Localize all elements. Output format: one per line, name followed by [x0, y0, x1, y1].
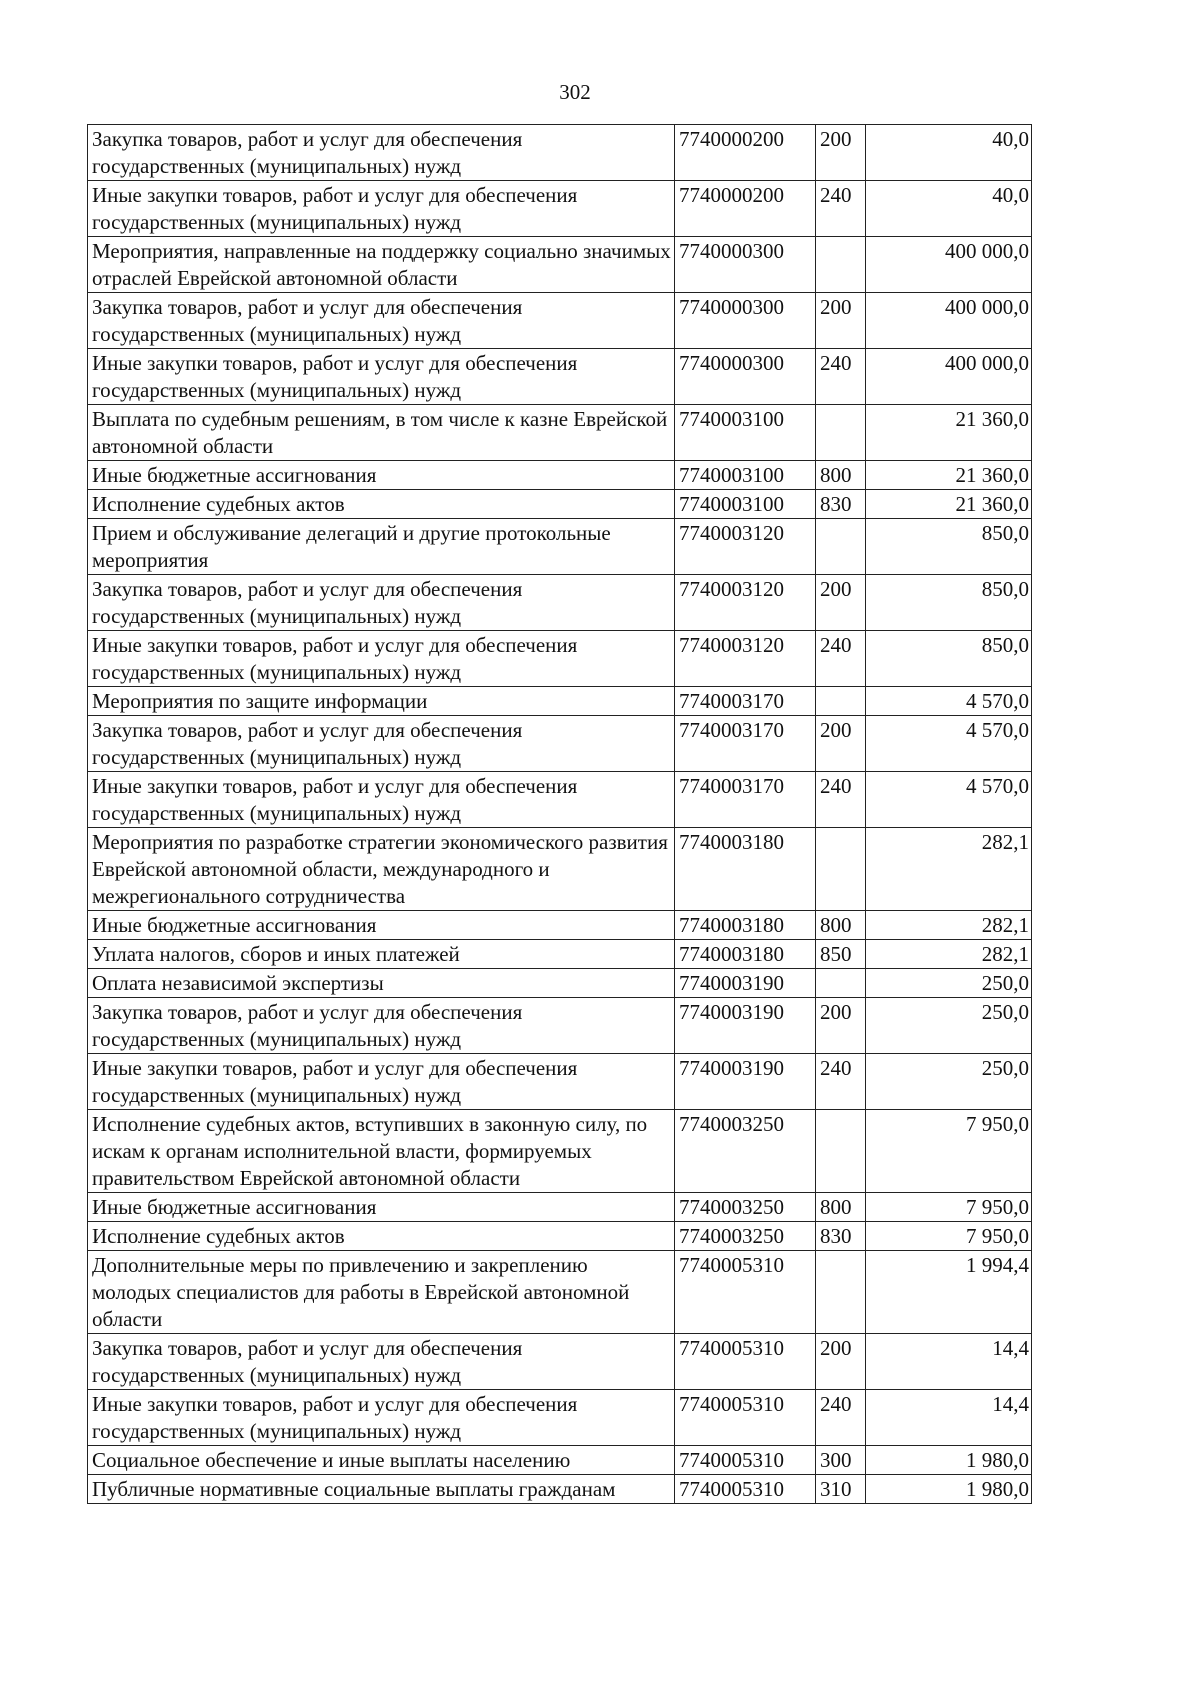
table-row	[88, 125, 1032, 181]
table-row	[88, 349, 1032, 405]
row-code-cell: 7740005310	[675, 1334, 816, 1390]
table-row	[88, 940, 1032, 969]
row-expense-type-cell: 800	[816, 911, 866, 940]
row-expense-type-cell: 240	[816, 631, 866, 687]
row-expense-type-cell: 240	[816, 181, 866, 237]
row-code-cell: 7740003120	[675, 631, 816, 687]
row-code-cell: 7740003180	[675, 911, 816, 940]
row-amount-cell: 7 950,0	[866, 1222, 1032, 1251]
row-expense-type-cell: 800	[816, 461, 866, 490]
row-amount-cell: 21 360,0	[866, 461, 1032, 490]
row-expense-type-cell: 830	[816, 1222, 866, 1251]
row-amount-cell: 40,0	[866, 125, 1032, 181]
row-expense-type-cell: 240	[816, 1390, 866, 1446]
row-name-cell: Прием и обслуживание делегаций и другие протокольные мероприятия	[88, 519, 675, 575]
row-expense-type-cell: 240	[816, 349, 866, 405]
row-amount-cell: 250,0	[866, 969, 1032, 998]
table-row	[88, 772, 1032, 828]
row-name-cell: Дополнительные меры по привлечению и закреплению молодых специалистов для работы в Еврейской автономной области	[88, 1251, 675, 1334]
row-name-cell: Иные закупки товаров, работ и услуг для обеспечения государственных (муниципальных) нужд	[88, 772, 675, 828]
table-row	[88, 461, 1032, 490]
row-amount-cell: 250,0	[866, 998, 1032, 1054]
row-amount-cell: 40,0	[866, 181, 1032, 237]
row-amount-cell: 21 360,0	[866, 490, 1032, 519]
row-name-cell: Закупка товаров, работ и услуг для обеспечения государственных (муниципальных) нужд	[88, 293, 675, 349]
row-expense-type-cell: 200	[816, 125, 866, 181]
row-code-cell: 7740003100	[675, 461, 816, 490]
row-expense-type-cell	[816, 687, 866, 716]
table-row	[88, 1390, 1032, 1446]
table-row	[88, 911, 1032, 940]
row-amount-cell: 400 000,0	[866, 349, 1032, 405]
table-row	[88, 631, 1032, 687]
row-name-cell: Иные закупки товаров, работ и услуг для обеспечения государственных (муниципальных) нужд	[88, 349, 675, 405]
row-code-cell: 7740003250	[675, 1193, 816, 1222]
table-row	[88, 1193, 1032, 1222]
table-row	[88, 1334, 1032, 1390]
row-expense-type-cell: 200	[816, 716, 866, 772]
row-code-cell: 7740003100	[675, 490, 816, 519]
row-expense-type-cell	[816, 519, 866, 575]
row-name-cell: Мероприятия по защите информации	[88, 687, 675, 716]
row-expense-type-cell	[816, 237, 866, 293]
row-amount-cell: 400 000,0	[866, 237, 1032, 293]
row-name-cell: Иные закупки товаров, работ и услуг для обеспечения государственных (муниципальных) нужд	[88, 1054, 675, 1110]
row-amount-cell: 250,0	[866, 1054, 1032, 1110]
row-amount-cell: 7 950,0	[866, 1110, 1032, 1193]
row-name-cell: Иные закупки товаров, работ и услуг для обеспечения государственных (муниципальных) нужд	[88, 1390, 675, 1446]
table-row	[88, 998, 1032, 1054]
row-amount-cell: 850,0	[866, 519, 1032, 575]
row-amount-cell: 21 360,0	[866, 405, 1032, 461]
row-name-cell: Закупка товаров, работ и услуг для обеспечения государственных (муниципальных) нужд	[88, 998, 675, 1054]
row-expense-type-cell	[816, 828, 866, 911]
table-row	[88, 716, 1032, 772]
row-code-cell: 7740003180	[675, 940, 816, 969]
row-expense-type-cell	[816, 969, 866, 998]
table-row	[88, 519, 1032, 575]
row-code-cell: 7740003250	[675, 1110, 816, 1193]
row-code-cell: 7740003250	[675, 1222, 816, 1251]
row-code-cell: 7740000300	[675, 293, 816, 349]
row-code-cell: 7740005310	[675, 1475, 816, 1504]
row-expense-type-cell: 200	[816, 998, 866, 1054]
row-name-cell: Закупка товаров, работ и услуг для обеспечения государственных (муниципальных) нужд	[88, 716, 675, 772]
row-code-cell: 7740005310	[675, 1446, 816, 1475]
row-amount-cell: 14,4	[866, 1390, 1032, 1446]
table-row	[88, 969, 1032, 998]
row-name-cell: Исполнение судебных актов	[88, 1222, 675, 1251]
table-row	[88, 1054, 1032, 1110]
table-row	[88, 1110, 1032, 1193]
row-expense-type-cell	[816, 1251, 866, 1334]
row-amount-cell: 850,0	[866, 631, 1032, 687]
table-row	[88, 687, 1032, 716]
row-expense-type-cell	[816, 1110, 866, 1193]
row-expense-type-cell	[816, 405, 866, 461]
row-amount-cell: 1 980,0	[866, 1446, 1032, 1475]
row-amount-cell: 282,1	[866, 940, 1032, 969]
row-code-cell: 7740003170	[675, 772, 816, 828]
row-amount-cell: 4 570,0	[866, 716, 1032, 772]
table-row	[88, 575, 1032, 631]
row-name-cell: Закупка товаров, работ и услуг для обеспечения государственных (муниципальных) нужд	[88, 575, 675, 631]
row-code-cell: 7740000200	[675, 181, 816, 237]
row-expense-type-cell: 200	[816, 575, 866, 631]
row-code-cell: 7740003120	[675, 575, 816, 631]
row-expense-type-cell: 800	[816, 1193, 866, 1222]
row-name-cell: Мероприятия, направленные на поддержку социально значимых отраслей Еврейской автономной области	[88, 237, 675, 293]
row-name-cell: Иные закупки товаров, работ и услуг для обеспечения государственных (муниципальных) нужд	[88, 181, 675, 237]
row-amount-cell: 7 950,0	[866, 1193, 1032, 1222]
table-row	[88, 490, 1032, 519]
row-amount-cell: 400 000,0	[866, 293, 1032, 349]
row-name-cell: Мероприятия по разработке стратегии экономического развития Еврейской автономной области, международного и межрегионального сотрудничества	[88, 828, 675, 911]
row-expense-type-cell: 300	[816, 1446, 866, 1475]
row-expense-type-cell: 200	[816, 1334, 866, 1390]
row-code-cell: 7740003190	[675, 998, 816, 1054]
row-name-cell: Закупка товаров, работ и услуг для обеспечения государственных (муниципальных) нужд	[88, 1334, 675, 1390]
row-code-cell: 7740003100	[675, 405, 816, 461]
row-code-cell: 7740000300	[675, 349, 816, 405]
row-name-cell: Иные закупки товаров, работ и услуг для обеспечения государственных (муниципальных) нужд	[88, 631, 675, 687]
row-code-cell: 7740005310	[675, 1251, 816, 1334]
row-amount-cell: 4 570,0	[866, 772, 1032, 828]
table-row	[88, 1475, 1032, 1504]
row-amount-cell: 1 994,4	[866, 1251, 1032, 1334]
budget-table	[87, 124, 1032, 1504]
row-expense-type-cell: 200	[816, 293, 866, 349]
row-name-cell: Иные бюджетные ассигнования	[88, 911, 675, 940]
row-amount-cell: 850,0	[866, 575, 1032, 631]
budget-table-body	[88, 125, 1032, 1504]
row-code-cell: 7740003180	[675, 828, 816, 911]
row-expense-type-cell: 240	[816, 772, 866, 828]
row-name-cell: Иные бюджетные ассигнования	[88, 1193, 675, 1222]
row-amount-cell: 282,1	[866, 828, 1032, 911]
table-row	[88, 1251, 1032, 1334]
row-name-cell: Закупка товаров, работ и услуг для обеспечения государственных (муниципальных) нужд	[88, 125, 675, 181]
table-row	[88, 181, 1032, 237]
row-code-cell: 7740003190	[675, 1054, 816, 1110]
row-code-cell: 7740005310	[675, 1390, 816, 1446]
row-name-cell: Исполнение судебных актов, вступивших в законную силу, по искам к органам исполнительной власти, формируемых правительством Еврейской автономной области	[88, 1110, 675, 1193]
row-amount-cell: 4 570,0	[866, 687, 1032, 716]
row-code-cell: 7740000300	[675, 237, 816, 293]
row-expense-type-cell: 240	[816, 1054, 866, 1110]
row-amount-cell: 14,4	[866, 1334, 1032, 1390]
table-row	[88, 237, 1032, 293]
row-code-cell: 7740003170	[675, 687, 816, 716]
row-code-cell: 7740000200	[675, 125, 816, 181]
row-code-cell: 7740003120	[675, 519, 816, 575]
row-code-cell: 7740003170	[675, 716, 816, 772]
row-expense-type-cell: 830	[816, 490, 866, 519]
table-row	[88, 293, 1032, 349]
table-row	[88, 405, 1032, 461]
row-expense-type-cell: 310	[816, 1475, 866, 1504]
row-code-cell: 7740003190	[675, 969, 816, 998]
row-amount-cell: 282,1	[866, 911, 1032, 940]
row-name-cell: Исполнение судебных актов	[88, 490, 675, 519]
table-row	[88, 828, 1032, 911]
row-name-cell: Уплата налогов, сборов и иных платежей	[88, 940, 675, 969]
row-name-cell: Публичные нормативные социальные выплаты гражданам	[88, 1475, 675, 1504]
row-expense-type-cell: 850	[816, 940, 866, 969]
row-name-cell: Социальное обеспечение и иные выплаты населению	[88, 1446, 675, 1475]
table-row	[88, 1222, 1032, 1251]
page-number: 302	[559, 80, 591, 104]
row-name-cell: Оплата независимой экспертизы	[88, 969, 675, 998]
row-amount-cell: 1 980,0	[866, 1475, 1032, 1504]
row-name-cell: Выплата по судебным решениям, в том числе к казне Еврейской автономной области	[88, 405, 675, 461]
row-name-cell: Иные бюджетные ассигнования	[88, 461, 675, 490]
table-row	[88, 1446, 1032, 1475]
